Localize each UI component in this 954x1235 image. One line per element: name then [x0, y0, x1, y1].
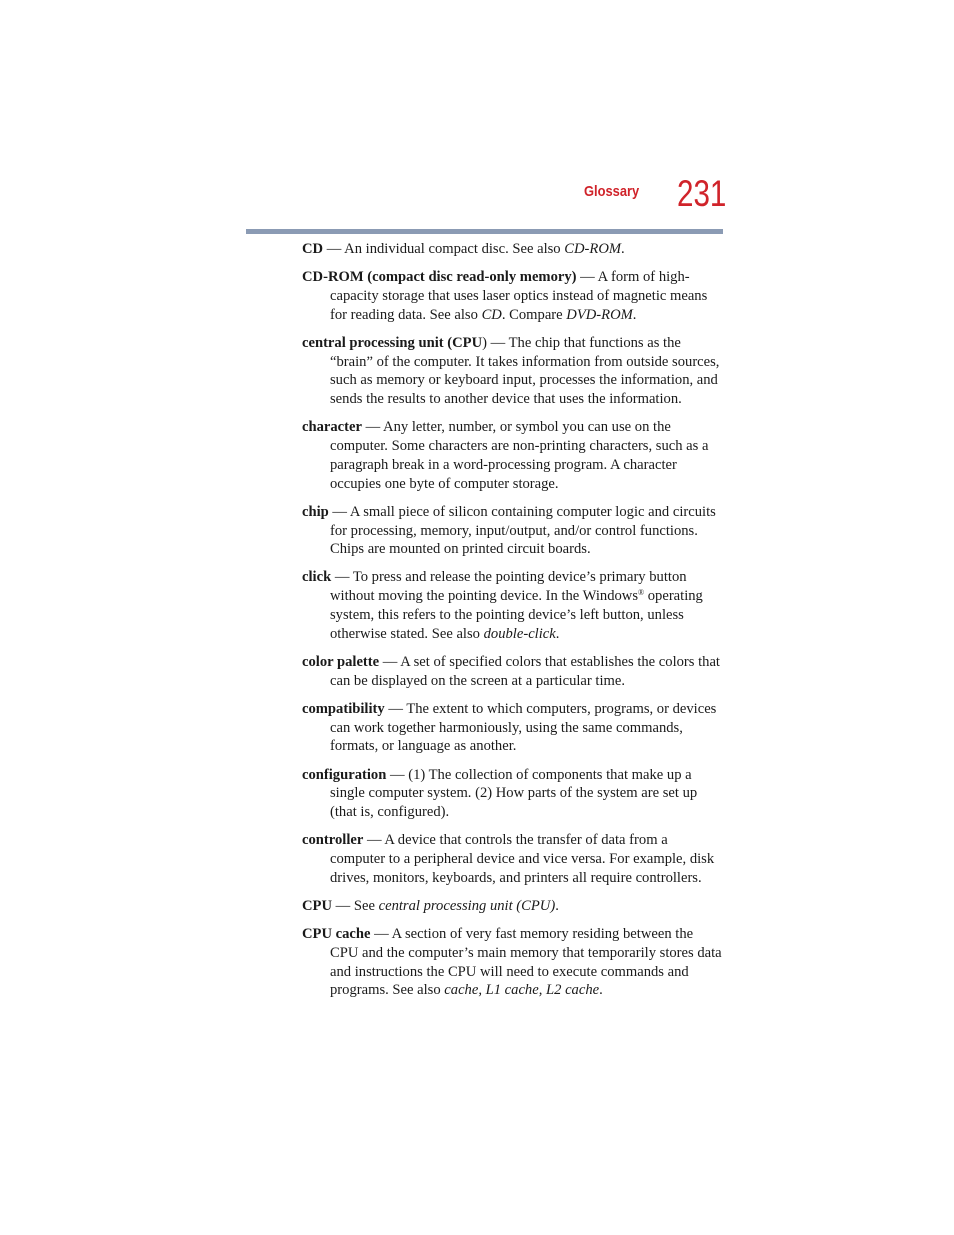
glossary-entry-click: [302, 568, 722, 643]
header-rule: [246, 229, 723, 234]
entry-definition: — Any letter, number, or symbol you can use on the computer. Some characters are non-printing characters, such as a paragraph break in a word-processing program. A character occupies one byte of computer storage.: [330, 419, 709, 492]
running-header-section: Glossary: [584, 183, 640, 200]
entry-cross-reference: CD: [481, 306, 502, 323]
glossary-entry-color-palette: [302, 653, 722, 691]
entry-definition-cont: . Compare: [501, 306, 567, 323]
entry-cross-reference: double-click: [483, 625, 556, 642]
entry-term: CPU: [302, 897, 332, 914]
glossary-entry-controller: [302, 831, 722, 887]
entry-term: controller: [302, 832, 364, 849]
entry-definition: — A set of specified colors that establishes the colors that can be displayed on the screen at a particular time.: [330, 653, 720, 689]
entry-cross-reference: CD-ROM: [564, 241, 622, 257]
glossary-entry-cpu: [302, 897, 722, 916]
entry-term: color palette: [302, 653, 380, 670]
entry-punctuation: .: [555, 625, 560, 642]
entry-term-close: ): [482, 334, 488, 351]
entry-definition: — A form of high-capacity storage that uses laser optics instead of magnetic means for reading data. See also: [330, 269, 708, 323]
glossary-entry-cpu-cache: [302, 925, 722, 1000]
entry-definition: — A small piece of silicon containing computer logic and circuits for processing, memory, input/output, and/or control functions. Chips are mounted on printed circuit boards.: [328, 503, 716, 558]
glossary-entry-chip: [302, 503, 722, 559]
entry-definition: — The extent to which computers, programs, or devices can work together harmoniously, using the same commands, formats, or language as another.: [330, 700, 717, 755]
glossary-entry-character: [302, 418, 722, 493]
entry-definition: — To press and release the pointing device’s primary button without moving the pointing device. In the Windows: [330, 569, 687, 605]
entry-punctuation: .: [599, 982, 603, 999]
registered-mark: ®: [638, 588, 645, 598]
entry-term-abbrev: (CPU: [443, 334, 483, 351]
entry-cross-reference: cache, L1 cache, L2 cache: [444, 982, 600, 999]
entry-cross-reference: central processing unit (CPU): [378, 897, 556, 914]
glossary-entry-central-processing-unit: [302, 334, 722, 409]
entry-term: CD: [302, 241, 324, 257]
entry-term: character: [302, 419, 362, 436]
entry-punctuation: .: [621, 241, 625, 257]
glossary-list: [302, 240, 722, 1009]
entry-definition: — See: [332, 897, 379, 914]
entry-definition: — An individual compact disc. See also: [323, 241, 565, 257]
entry-term: compatibility: [302, 700, 385, 717]
entry-cross-reference: DVD-ROM: [566, 306, 633, 323]
entry-term: chip: [302, 503, 329, 520]
entry-definition-cont: operating system, this refers to the pointing device’s left button, unless otherwise stated. See also: [330, 588, 703, 642]
entry-term: CD-ROM (compact disc read-only memory): [302, 269, 577, 286]
entry-definition: — The chip that functions as the “brain” of the computer. It takes information from outside sources, such as memory or keyboard input, processes the information, and sends the results to another device that uses the information.: [330, 334, 720, 408]
entry-term: click: [302, 569, 332, 586]
entry-punctuation: .: [632, 306, 637, 323]
glossary-entry-cd: [302, 240, 722, 259]
entry-term: central processing unit: [302, 334, 444, 351]
glossary-entry-cd-rom: [302, 268, 722, 324]
entry-definition: — A section of very fast memory residing between the CPU and the computer’s main memory that temporarily stores data and instructions the CPU will need to execute commands and programs. See also: [330, 925, 722, 999]
entry-definition: — A device that controls the transfer of data from a computer to a peripheral device and vice versa. For example, disk drives, monitors, keyboards, and printers all require controllers.: [330, 832, 715, 886]
entry-term: configuration: [302, 766, 387, 783]
glossary-entry-configuration: [302, 766, 722, 822]
glossary-entry-compatibility: [302, 700, 722, 756]
page-number: 231: [677, 173, 727, 214]
entry-punctuation: .: [555, 897, 559, 914]
entry-term: CPU cache: [302, 925, 371, 942]
entry-definition: — (1) The collection of components that make up a single computer system. (2) How parts of the system are set up (that is, configured).: [330, 766, 698, 821]
